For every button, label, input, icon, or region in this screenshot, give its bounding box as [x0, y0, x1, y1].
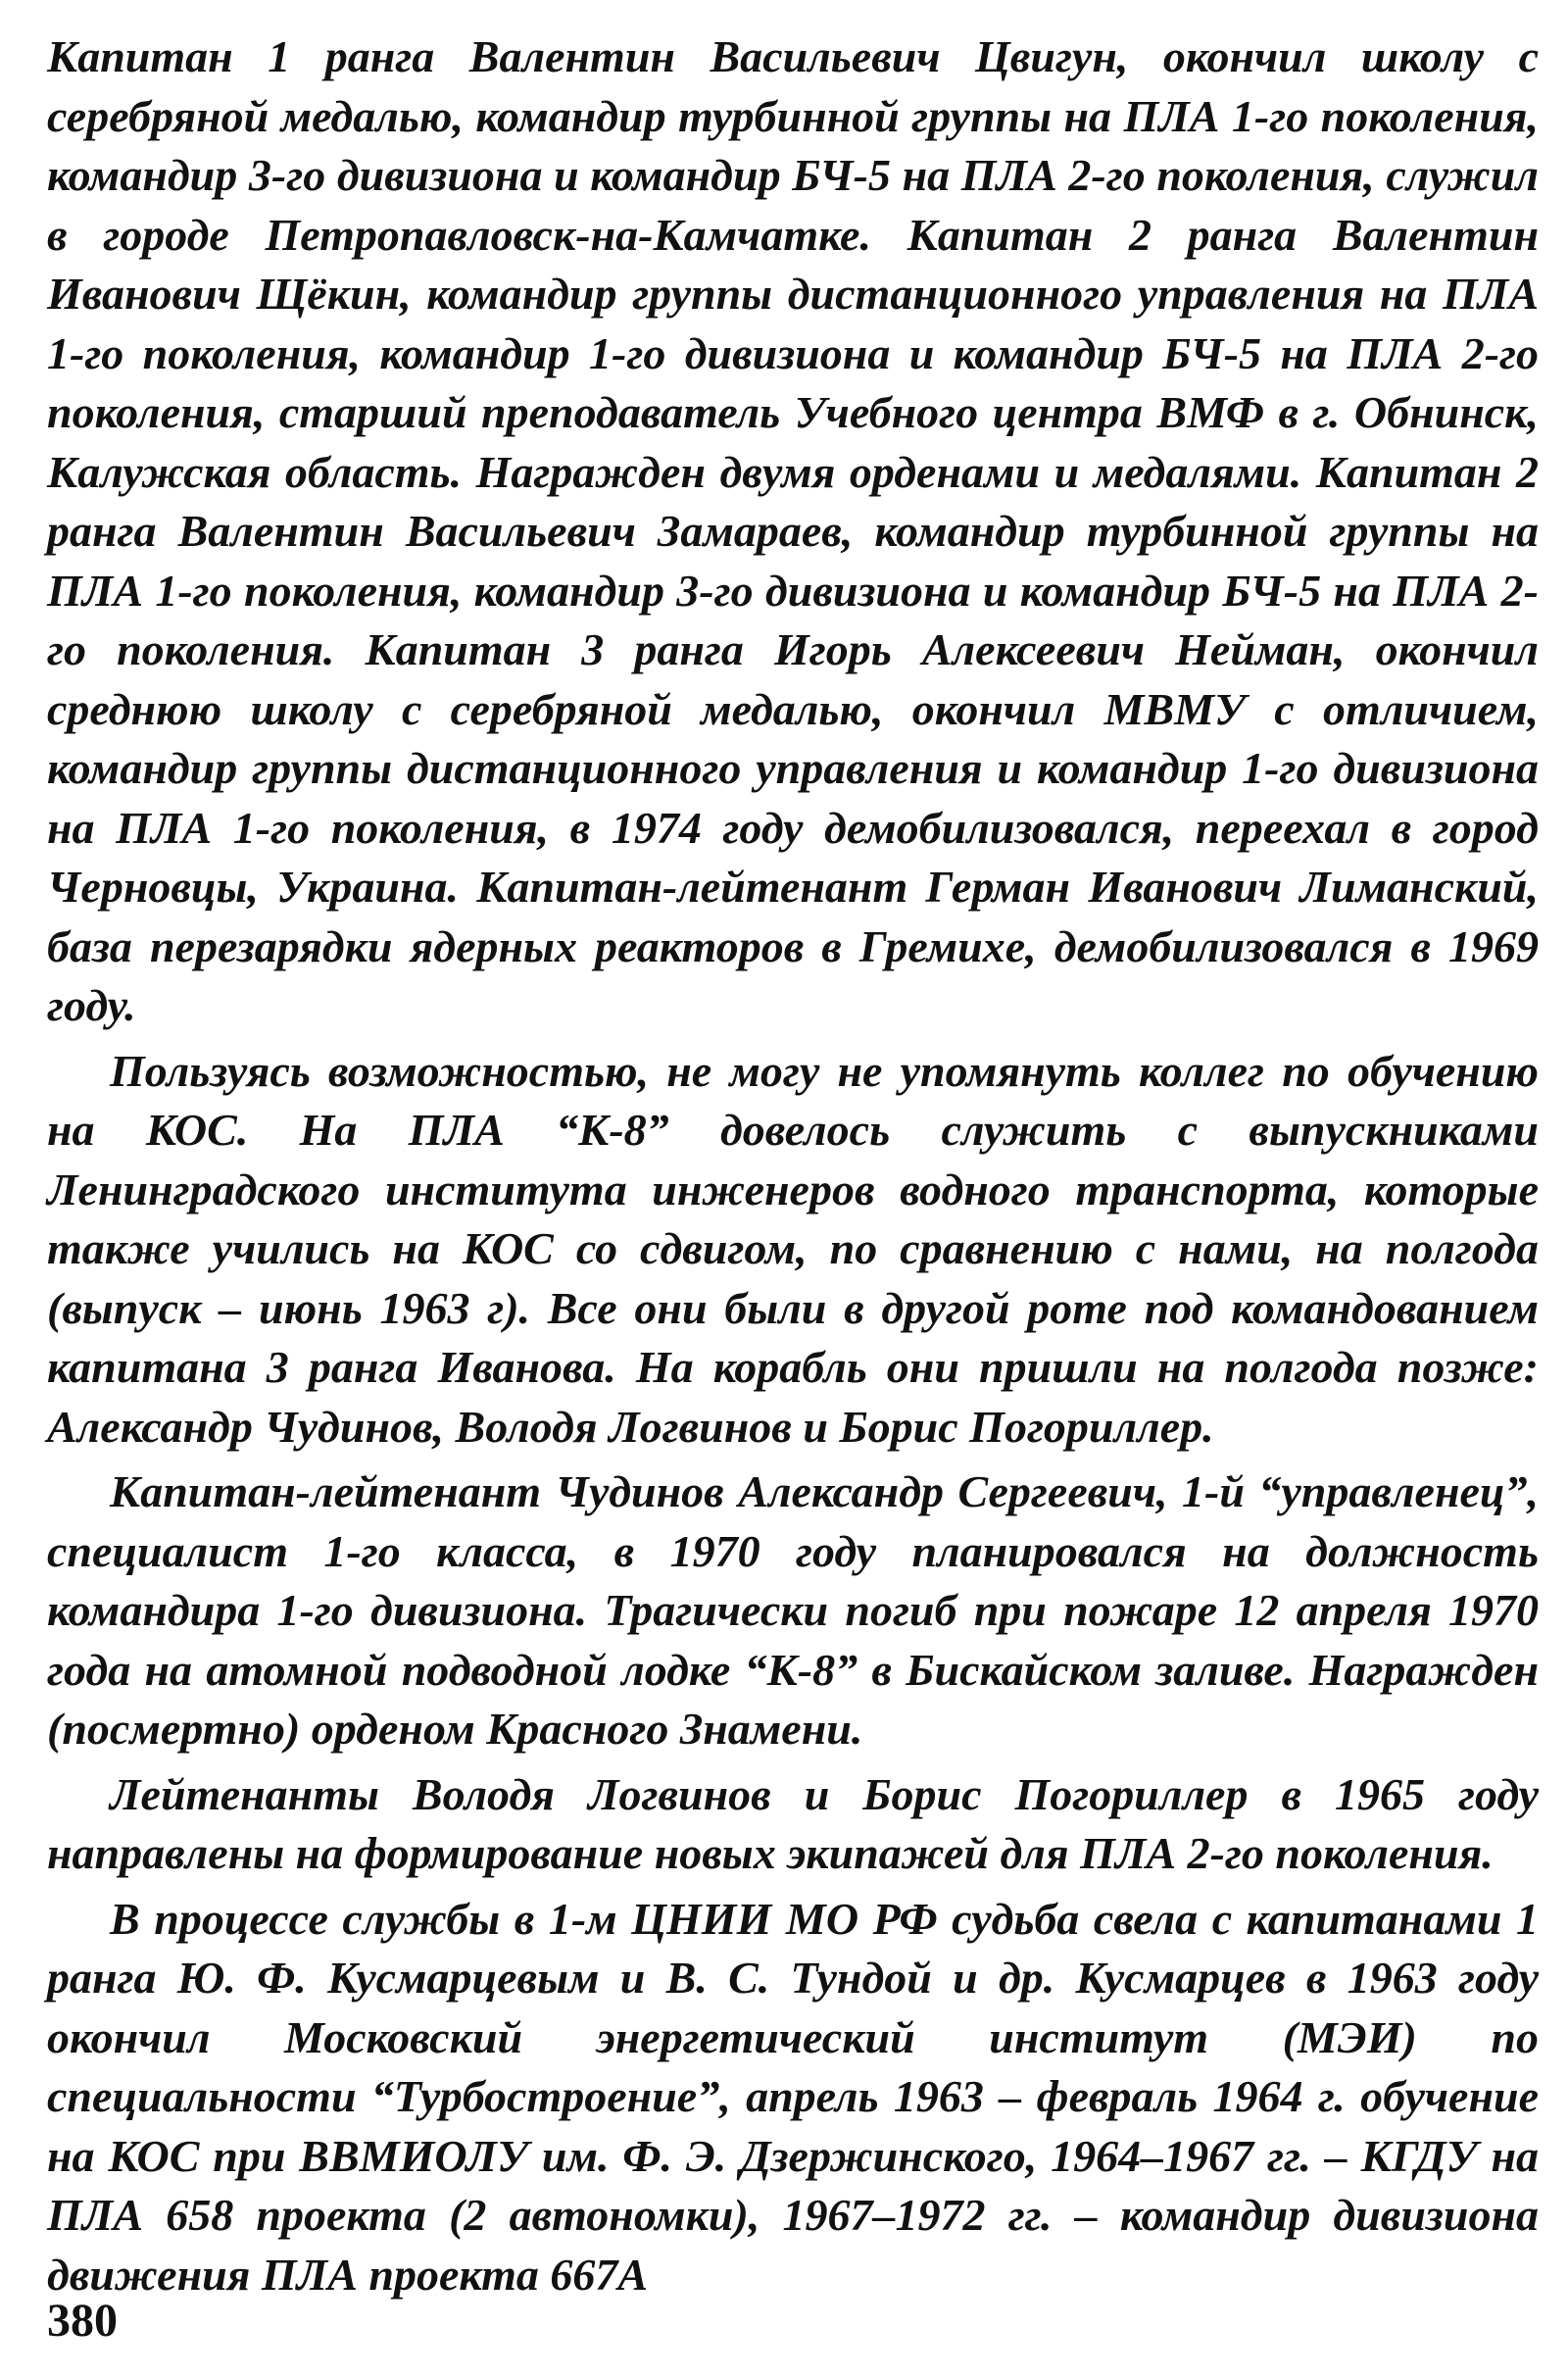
- paragraph-logvinov-pogoriller: Лейтенанты Володя Логвинов и Борис Погориллер в 1965 году направлены на формирование новых экипажей для ПЛА 2-го поколения.: [47, 1768, 1539, 1878]
- paragraph-officers-list: Капитан 1 ранга Валентин Васильевич Цвигун, окончил школу с серебряной медалью, командир турбинной группы на ПЛА 1-го поколения, командир 3-го дивизиона и командир БЧ-5 на ПЛА 2-го поколения, служил в городе Петропавловск-на-Камчатке. Капитан 2 ранга Валентин Иванович Щёкин, командир группы дистанционного управления на ПЛА 1-го поколения, командир 1-го дивизиона и командир БЧ-5 на ПЛА 2-го поколения, старший преподаватель Учебного центра ВМФ в г. Обнинск, Калужская область. Награжден двумя орденами и медалями. Капитан 2 ранга Валентин Васильевич Замараев, командир турбинной группы на ПЛА 1-го поколения, командир 3-го дивизиона и командир БЧ-5 на ПЛА 2-го поколения. Капитан 3 ранга Игорь Алексеевич Нейман, окончил среднюю школу с серебряной медалью, окончил МВМУ с отличием, командир группы дистанционного управления и командир 1-го дивизиона на ПЛА 1-го поколения, в 1974 году демобилизовался, переехал в город Черновцы, Украина. Капитан-лейтенант Герман Иванович Лиманский, база перезарядки ядерных реакторов в Гремихе, демобилизовался в 1969 году.: [47, 31, 1539, 1030]
- page-body: [47, 27, 1539, 2310]
- paragraph-chudinov: Капитан-лейтенант Чудинов Александр Сергеевич, 1-й “управленец”, специалист 1-го класса, в 1970 году планировался на должность командира 1-го дивизиона. Трагически погиб при пожаре 12 апреля 1970 года на атомной подводной лодке “К-8” в Бискайском заливе. Награжден (посмертно) орденом Красного Знамени.: [47, 1466, 1539, 1754]
- paragraph-kos-colleagues: Пользуясь возможностью, не могу не упомянуть коллег по обучению на КОС. На ПЛА “К-8” довелось служить с выпускниками Ленинградского института инженеров водного транспорта, которые также учились на КОС со сдвигом, по сравнению с нами, на полгода (выпуск – июнь 1963 г). Все они были в другой роте под командованием капитана 3 ранга Иванова. На корабль они пришли на полгода позже: Александр Чудинов, Володя Логвинов и Борис Погориллер.: [47, 1045, 1539, 1452]
- paragraph-kusmartsev: В процессе службы в 1-м ЦНИИ МО РФ судьба свела с капитанами 1 ранга Ю. Ф. Кусмарцевым и В. С. Тундой и др. Кусмарцев в 1963 году окончил Московский энергетический институт (МЭИ) по специальности “Турбостроение”, апрель 1963 – февраль 1964 г. обучение на КОС при ВВМИОЛУ им. Ф. Э. Дзержинского, 1964–1967 гг. – КГДУ на ПЛА 658 проекта (2 автономки), 1967–1972 гг. – командир дивизиона движения ПЛА проекта 667А: [47, 1893, 1539, 2300]
- page-number: 380: [47, 2295, 118, 2347]
